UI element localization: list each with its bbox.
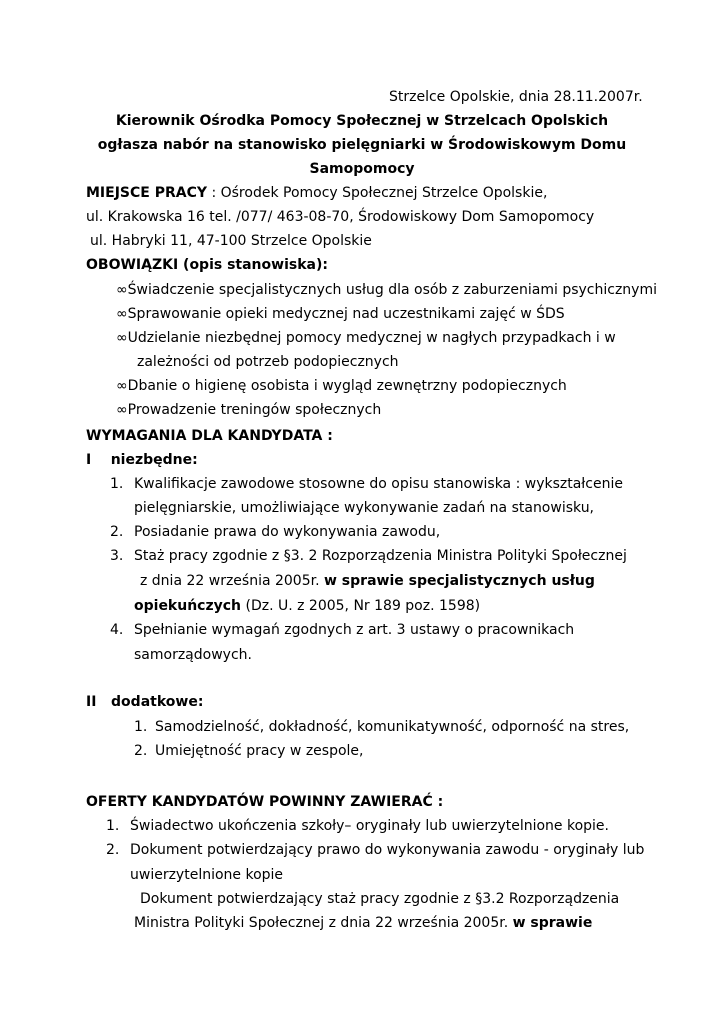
offers-heading: OFERTY KANDYDATÓW POWINNY ZAWIERAĆ : bbox=[86, 794, 444, 810]
required-item: Posiadanie prawa do wykonywania zawodu, bbox=[134, 524, 441, 540]
infinity-bullet-icon: ∞ bbox=[116, 402, 128, 418]
title-line-2: ogłasza nabór na stanowisko pielęgniarki w Środowiskowym Domu bbox=[97, 137, 627, 153]
list-number: 2. bbox=[110, 524, 124, 540]
duty-item: ∞Udzielanie niezbędnej pomocy medycznej w nagłych przypadkach i w bbox=[116, 330, 616, 346]
place-text-2: ul. Krakowska 16 tel. /077/ 463-08-70, Środowiskowy Dom Samopomocy bbox=[86, 209, 595, 225]
place-line-1 bbox=[86, 184, 547, 202]
list-number: 2. bbox=[106, 842, 120, 858]
infinity-bullet-icon: ∞ bbox=[116, 330, 128, 346]
required-item: Spełnianie wymagań zgodnych z art. 3 ustawy o pracownikach bbox=[134, 622, 575, 638]
offer-item: Świadectwo ukończenia szkoły– oryginały lub uwierzytelnione kopie. bbox=[130, 818, 609, 834]
duty-item: ∞Dbanie o higienę osobista i wygląd zewnętrzny podopiecznych bbox=[116, 378, 567, 394]
list-number: 3. bbox=[110, 548, 124, 564]
additional-item: Umiejętność pracy w zespole, bbox=[155, 743, 364, 759]
offer-extra-line-2: Ministra Polityki Społecznej z dnia 22 września 2005r. w sprawie bbox=[134, 915, 593, 931]
list-number: 1. bbox=[110, 476, 124, 492]
title-line-1: Kierownik Ośrodka Pomocy Społecznej w Strzelcach Opolskich bbox=[115, 113, 609, 129]
duty-item: ∞Prowadzenie treningów społecznych bbox=[116, 402, 382, 418]
offer-item: Dokument potwierdzający prawo do wykonywania zawodu - oryginały lub bbox=[130, 842, 645, 858]
offer-item-continuation: uwierzytelnione kopie bbox=[130, 867, 284, 883]
place-text-1: : Ośrodek Pomocy Społecznej Strzelce Opolskie, bbox=[207, 185, 548, 201]
place-text-3: ul. Habryki 11, 47-100 Strzelce Opolskie bbox=[90, 233, 372, 249]
infinity-bullet-icon: ∞ bbox=[116, 378, 128, 394]
date-line: Strzelce Opolskie, dnia 28.11.2007r. bbox=[389, 89, 643, 105]
list-number: 1. bbox=[106, 818, 120, 834]
list-number: 4. bbox=[110, 622, 124, 638]
required-item-continuation: z dnia 22 września 2005r. w sprawie specjalistycznych usług bbox=[140, 573, 595, 589]
infinity-bullet-icon: ∞ bbox=[116, 306, 128, 322]
required-item: Staż pracy zgodnie z §3. 2 Rozporządzenia Ministra Polityki Społecznej bbox=[134, 548, 627, 564]
list-number: 2. bbox=[134, 743, 148, 759]
requirements-heading: WYMAGANIA DLA KANDYDATA : bbox=[86, 428, 333, 444]
required-heading: I niezbędne: bbox=[86, 452, 198, 468]
duty-item-continuation: zależności od potrzeb podopiecznych bbox=[137, 354, 399, 370]
infinity-bullet-icon: ∞ bbox=[116, 282, 128, 298]
required-item-continuation: opiekuńczych (Dz. U. z 2005, Nr 189 poz. 1598) bbox=[134, 598, 481, 614]
required-item-continuation: pielęgniarskie, umożliwiające wykonywanie zadań na stanowisku, bbox=[134, 500, 595, 516]
duties-heading: OBOWIĄZKI (opis stanowiska): bbox=[86, 257, 328, 273]
title-line-3: Samopomocy bbox=[309, 161, 415, 177]
duty-item: ∞Sprawowanie opieki medycznej nad uczestnikami zajęć w ŚDS bbox=[116, 306, 565, 322]
additional-item: Samodzielność, dokładność, komunikatywność, odporność na stres, bbox=[155, 719, 630, 735]
required-item: Kwalifikacje zawodowe stosowne do opisu stanowiska : wykształcenie bbox=[134, 476, 623, 492]
place-label: MIEJSCE PRACY bbox=[86, 185, 207, 201]
required-item-continuation: samorządowych. bbox=[134, 647, 252, 663]
offer-extra-line-1: Dokument potwierdzający staż pracy zgodnie z §3.2 Rozporządzenia bbox=[140, 891, 620, 907]
duty-item: ∞Świadczenie specjalistycznych usług dla osób z zaburzeniami psychicznymi bbox=[116, 282, 657, 298]
additional-heading: II dodatkowe: bbox=[86, 694, 204, 710]
list-number: 1. bbox=[134, 719, 148, 735]
